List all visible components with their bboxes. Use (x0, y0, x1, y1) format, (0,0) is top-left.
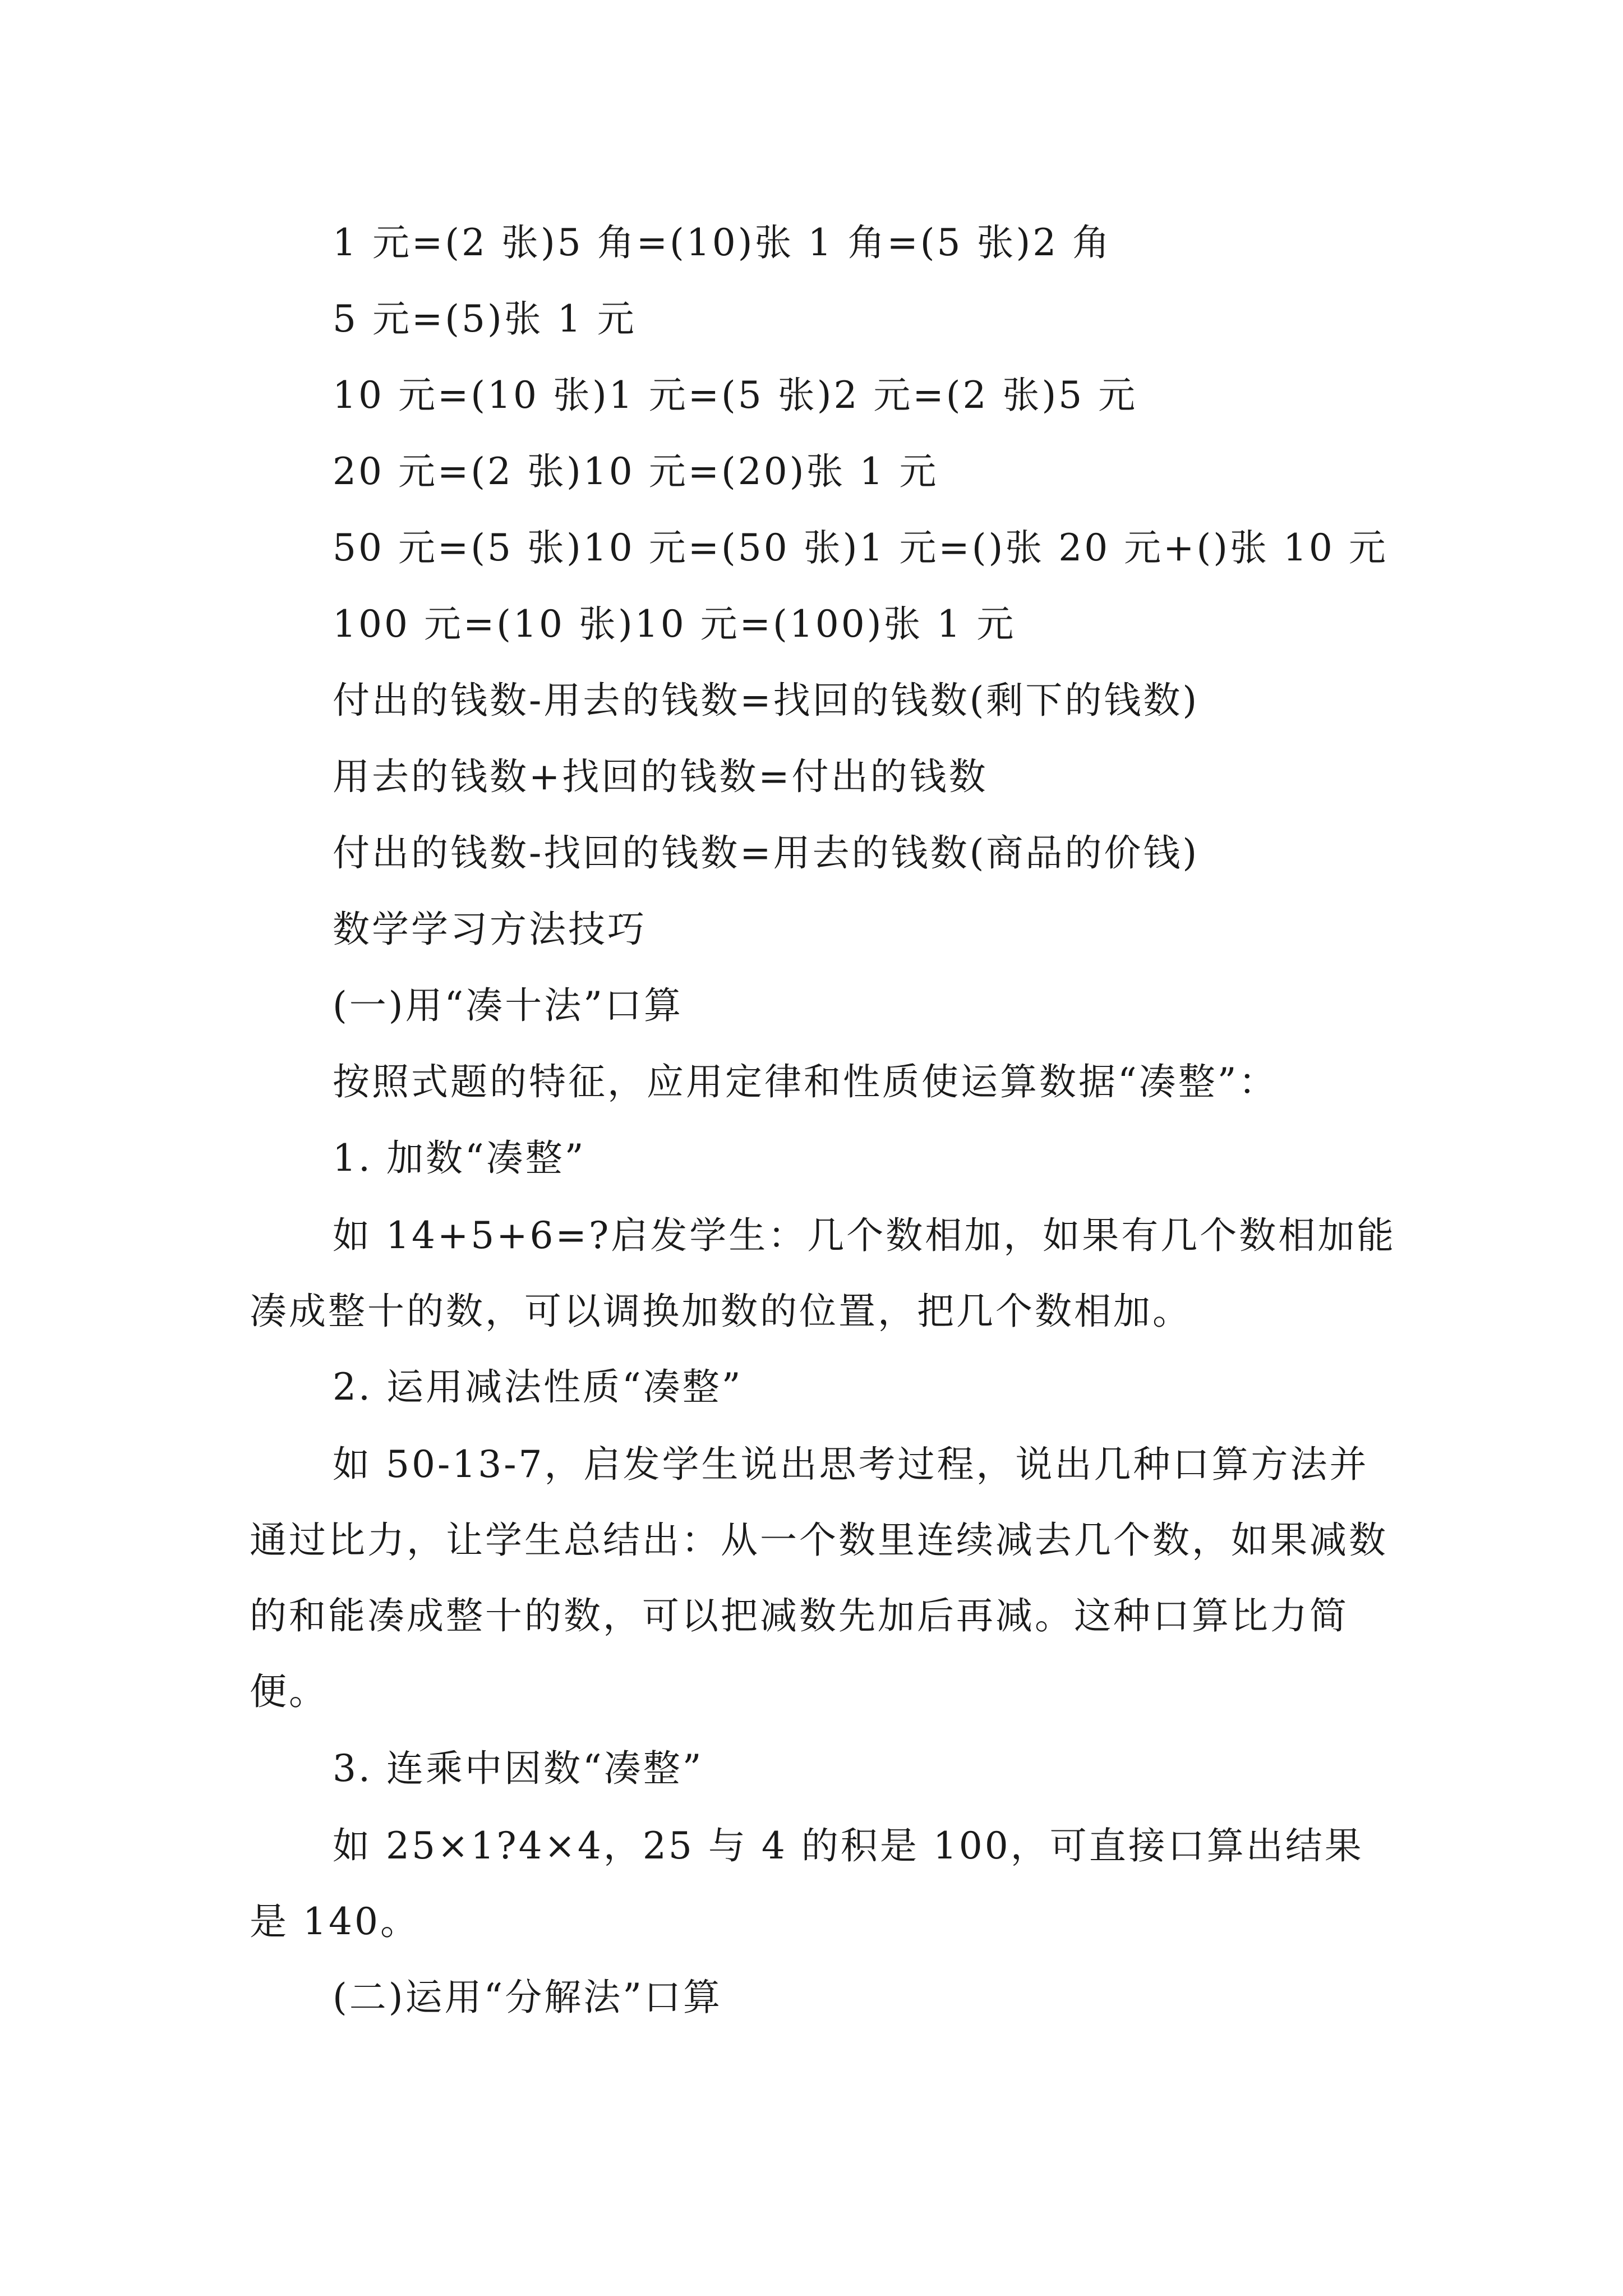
section-heading: 数学学习方法技巧 (333, 908, 647, 951)
item-heading-1: 1. 加数“凑整” (333, 1137, 586, 1180)
text-line-formula-change: 付出的钱数-用去的钱数=找回的钱数(剩下的钱数) (333, 679, 1200, 722)
subsection-heading-1: (一)用“凑十法”口算 (333, 984, 683, 1027)
text-line-5-yuan: 5 元=(5)张 1 元 (333, 297, 637, 341)
text-line-50-yuan: 50 元=(5 张)10 元=(50 张)1 元=()张 20 元+()张 10 元 (333, 526, 1388, 569)
text-line-intro: 按照式题的特征，应用定律和性质使运算数据“凑整”： (333, 1060, 1278, 1103)
paragraph-addition: 如 14+5+6=?启发学生：几个数相加，如果有几个数相加能凑成整十的数，可以调换加数的位置，把几个数相加。 (250, 1214, 1396, 1333)
text-line-10-yuan: 10 元=(10 张)1 元=(5 张)2 元=(2 张)5 元 (333, 374, 1138, 417)
paragraph-multiplication: 如 25×1?4×4，25 与 4 的积是 100，可直接口算出结果是 140。 (250, 1824, 1364, 1943)
item-heading-3: 3. 连乘中因数“凑整” (333, 1747, 704, 1790)
text-line-yuan-jiao: 1 元=(2 张)5 角=(10)张 1 角=(5 张)2 角 (333, 221, 1112, 264)
text-line-100-yuan: 100 元=(10 张)10 元=(100)张 1 元 (333, 602, 1016, 646)
text-line-formula-price: 付出的钱数-找回的钱数=用去的钱数(商品的价钱) (333, 831, 1200, 875)
text-line-formula-paid: 用去的钱数+找回的钱数=付出的钱数 (333, 755, 988, 798)
text-line-20-yuan: 20 元=(2 张)10 元=(20)张 1 元 (333, 450, 939, 493)
paragraph-subtraction: 如 50-13-7，启发学生说出思考过程，说出几种口算方法并通过比力，让学生总结出：从一个数里连续减去几个数，如果减数的和能凑成整十的数，可以把减数先加后再减。这种口算比力简便。 (250, 1443, 1388, 1713)
item-heading-2: 2. 运用减法性质“凑整” (333, 1365, 743, 1409)
subsection-heading-2: (二)运用“分解法”口算 (333, 1976, 722, 2019)
